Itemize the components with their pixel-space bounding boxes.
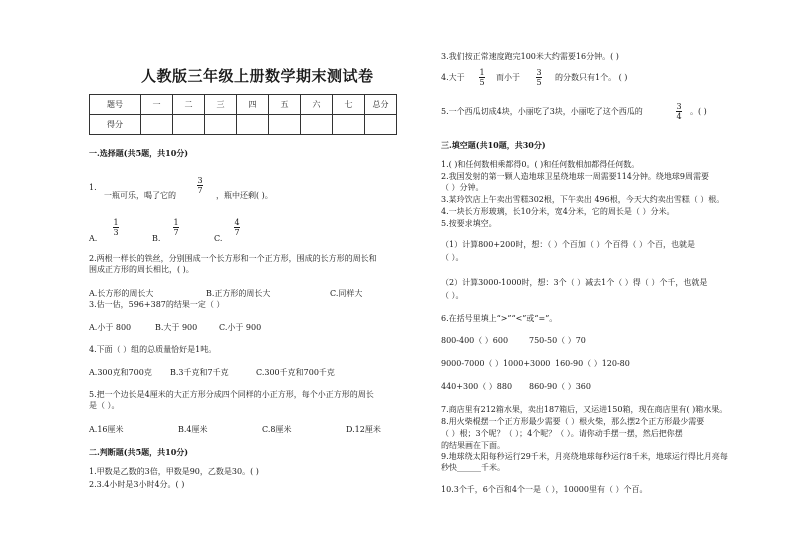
question-text: （ ）分钟。 (441, 183, 484, 192)
score-header-cell: 三 (205, 95, 237, 115)
option-label: C. (214, 234, 223, 243)
fraction-numerator: 3 (676, 102, 682, 111)
section-heading-judgement: 二.判断题(共5题，共10分) (89, 447, 189, 457)
option-text: B.正方形的周长大 (206, 289, 271, 298)
fraction (233, 218, 241, 237)
compare-item: 800-400（ ）600 (441, 336, 509, 345)
compare-item: 860-90（ ）360 (529, 382, 591, 391)
fraction-denominator: 7 (197, 186, 203, 195)
fraction-denominator: 4 (676, 112, 682, 121)
question-text: （ ）。 (441, 253, 464, 262)
question-text: 5.把一个边长是4厘米的大正方形分成四个同样的小正方形，每个小正方形的周长 (89, 390, 374, 399)
question-text: 9.地球绕太阳每秒运行29千米，月亮绕地球每秒运行8千米，地球运行得比月亮每 (441, 452, 728, 461)
option-text: D.12厘米 (346, 425, 381, 434)
option-text: A.16厘米 (89, 425, 124, 434)
question-text: 3.我们按正常速度跑完100米大约需要16分钟。( ) (441, 52, 619, 61)
score-header-cell: 五 (269, 95, 301, 115)
fraction-numerator: 4 (234, 218, 240, 227)
question-text: 的分数只有1个。 ( ) (555, 73, 628, 82)
score-input-cell[interactable] (269, 115, 301, 135)
question-text: （1）计算800+200时，想：（ ）个百加（ ）个百得（ ）个百，也就是 (441, 240, 695, 249)
question-text: 4.大于 (441, 73, 465, 82)
question-text: 的结果画在下面。 (441, 441, 505, 450)
score-header-cell: 总分 (365, 95, 397, 115)
question-text: 是（ ）。 (89, 401, 120, 410)
fraction-numerator: 1 (479, 68, 485, 77)
question-text: 2.3.4小时是3小时4分。( ) (89, 480, 185, 489)
question-text: 6.在括号里填上“>”“<”或“=”。 (441, 314, 558, 323)
score-table-score-row (90, 115, 397, 135)
option-label: A. (89, 234, 98, 243)
question-text: （2）计算3000-1000时，想：3个（ ）减去1个（ ）得（ ）个千，也就是 (441, 278, 708, 287)
score-row-label: 得分 (90, 115, 141, 135)
score-header-cell: 二 (173, 95, 205, 115)
score-table (89, 94, 397, 135)
score-header-cell: 一 (141, 95, 173, 115)
fraction-numerator: 1 (113, 218, 119, 227)
compare-item: 9000-7000（ ）1000+3000 (441, 359, 551, 368)
fraction-denominator: 3 (113, 228, 119, 237)
fraction-numerator: 3 (197, 176, 203, 185)
score-input-cell[interactable] (365, 115, 397, 135)
question-text: 2.我国发射的第一颗人造地球卫星绕地球一周需要114分钟。绕地球9周需要 (441, 172, 709, 181)
score-input-cell[interactable] (237, 115, 269, 135)
fraction (535, 68, 543, 87)
fraction-denominator: 7 (173, 228, 179, 237)
question-text: 4.一块长方形玻璃，长10分米，宽4分米，它的周长是（ ）分米。 (441, 207, 675, 216)
fraction-denominator: 7 (234, 228, 240, 237)
fraction-denominator: 5 (536, 78, 542, 87)
fraction-denominator: 5 (479, 78, 485, 87)
page-title: 人教版三年级上册数学期末测试卷 (141, 67, 374, 85)
option-text: C.300千克和700千克 (256, 368, 335, 377)
section-heading-choice: 一.选择题(共5题，共10分) (89, 148, 189, 158)
compare-item: 750-50（ ）70 (529, 336, 586, 345)
question-text: 1.( )和任何数相乘都得0。( )和任何数相加都得任何数。 (441, 160, 640, 169)
question-text: 秒快______千米。 (441, 463, 505, 472)
option-text: B.4厘米 (178, 425, 208, 434)
option-text: C.同样大 (330, 289, 363, 298)
question-text: 3.估一估，596+387的结果一定（ ） (89, 300, 225, 309)
question-text: 围成正方形的周长相比，( )。 (89, 265, 194, 274)
fraction (172, 218, 180, 237)
score-header-cell: 四 (237, 95, 269, 115)
option-label: B. (152, 234, 161, 243)
score-table-header-row (90, 95, 397, 115)
score-input-cell[interactable] (173, 115, 205, 135)
score-input-cell[interactable] (141, 115, 173, 135)
option-text: B.3千克和7千克 (170, 368, 229, 377)
score-header-cell: 七 (333, 95, 365, 115)
question-text: 。( ) (690, 107, 707, 116)
score-input-cell[interactable] (301, 115, 333, 135)
fraction (675, 102, 683, 121)
score-header-label: 题号 (90, 95, 141, 115)
question-text: （ ）。 (441, 291, 464, 300)
option-text: C.8厘米 (262, 425, 292, 434)
question-text: 5.一个西瓜切成4块，小丽吃了3块，小丽吃了这个西瓜的 (441, 107, 643, 116)
question-text: 8.用火柴棍摆一个正方形最少需要（ ）根火柴，那么摆2个正方形最少需要 (441, 417, 705, 426)
option-text: B.大于 900 (155, 323, 198, 332)
question-text: 而小于 (496, 73, 520, 82)
question-text: 3.某玲饮店上午卖出雪糕302根，下午卖出 496根，今天大约卖出雪糕（ ）根。 (441, 195, 725, 204)
fraction-numerator: 1 (173, 218, 179, 227)
fraction (478, 68, 486, 87)
question-text: 2.两根一样长的铁丝，分别围成一个长方形和一个正方形，围成的长方形的周长和 (89, 254, 377, 263)
fraction-numerator: 3 (536, 68, 542, 77)
question-text: （ ）根；3个呢？（ ）；4个呢？（ ）。请你动手摆一摆，然后把你摆 (441, 429, 683, 438)
score-input-cell[interactable] (205, 115, 237, 135)
question-text: 4.下面（ ）组的总质量恰好是1吨。 (89, 345, 217, 354)
compare-item: 160-90（ ）120-80 (555, 359, 630, 368)
fraction (196, 176, 204, 195)
option-text: A.300克和700克 (89, 368, 152, 377)
question-text: 1.甲数是乙数的3倍，甲数是90，乙数是30。( ) (89, 467, 259, 476)
score-input-cell[interactable] (333, 115, 365, 135)
option-text: A.长方形的周长大 (89, 289, 154, 298)
question-text: 7.商店里有212箱水果，卖出187箱后，又运进150箱，现在商店里有( )箱水果。 (441, 405, 728, 414)
question-number: 1. (89, 183, 97, 192)
score-header-cell: 六 (301, 95, 333, 115)
question-text: 5.按要求填空。 (441, 219, 497, 228)
question-text: ，瓶中还剩( )。 (216, 191, 273, 200)
option-text: C.小于 900 (219, 323, 262, 332)
question-text: 10.3个千，6个百和4个一是（ ），10000里有（ ）个百。 (441, 485, 648, 494)
compare-item: 440+300（ ）880 (441, 382, 513, 391)
fraction (112, 218, 120, 237)
option-text: A.小于 800 (89, 323, 132, 332)
question-text: 一瓶可乐，喝了它的 (104, 191, 176, 200)
section-heading-fill: 三.填空题(共10题，共30分) (441, 140, 546, 150)
